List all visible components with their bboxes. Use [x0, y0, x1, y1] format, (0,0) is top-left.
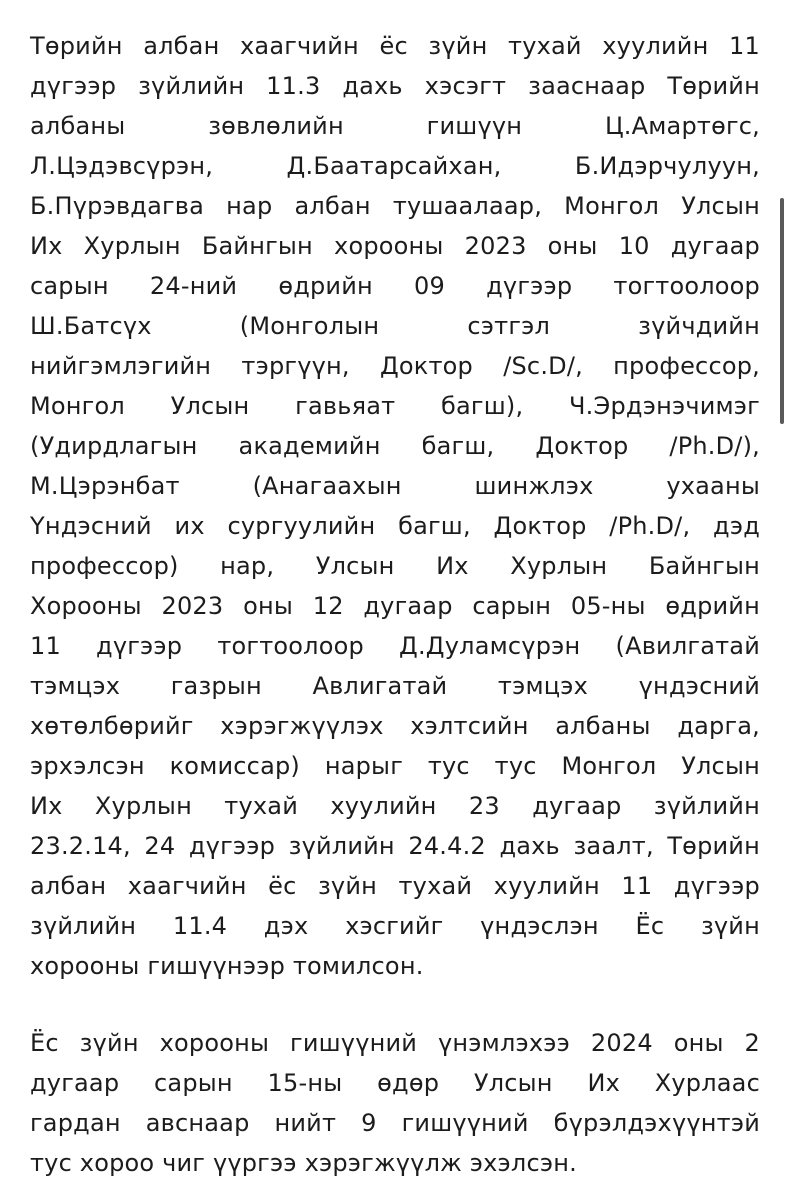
paragraph-line: хорооны гишүүнээр томилсон. [30, 952, 424, 980]
paragraph-line: 11 дүгээр тогтоолоор Д.Дуламсүрэн (Авилгатай [30, 632, 760, 660]
paragraph-line: Их Хурлын Байнгын хорооны 2023 оны 10 дугаар [30, 232, 760, 260]
paragraph-line: Л.Цэдэвсүрэн, Д.Баатарсайхан, Б.Идэрчулуун, [30, 152, 760, 180]
paragraph-line: 23.2.14, 24 дүгээр зүйлийн 24.4.2 дахь заалт, Төрийн [30, 832, 760, 860]
paragraph-line: эрхэлсэн комиссар) нарыг тус тус Монгол Улсын [30, 752, 760, 780]
paragraph-line: тус хороо чиг үүргээ хэрэгжүүлж эхэлсэн. [30, 1149, 577, 1177]
paragraph-line: (Удирдлагын академийн багш, Доктор /Ph.D/), [30, 432, 760, 460]
paragraph-line: Хорооны 2023 оны 12 дугаар сарын 05-ны өдрийн [30, 592, 760, 620]
scrollbar[interactable] [780, 198, 784, 424]
paragraph-line: Үндэсний их сургуулийн багш, Доктор /Ph.D/, дэд [30, 512, 760, 540]
paragraph-line: тэмцэх газрын Авлигатай тэмцэх үндэсний [30, 672, 760, 700]
paragraph-line: хөтөлбөрийг хэрэгжүүлэх хэлтсийн албаны дарга, [30, 712, 760, 740]
paragraph-line: Төрийн албан хаагчийн ёс зүйн тухай хуулийн 11 [30, 32, 760, 60]
paragraph-line: албан хаагчийн ёс зүйн тухай хуулийн 11 дүгээр [30, 872, 760, 900]
paragraph-line: дүгээр зүйлийн 11.3 дахь хэсэгт зааснаар Төрийн [30, 72, 760, 100]
paragraph-line: Монгол Улсын гавьяат багш), Ч.Эрдэнэчимэг [30, 392, 760, 420]
paragraph-line: сарын 24-ний өдрийн 09 дүгээр тогтоолоор [30, 272, 760, 300]
paragraph-line: нийгэмлэгийн тэргүүн, Доктор /Sc.D/, профессор, [30, 352, 760, 380]
paragraph-line: Их Хурлын тухай хуулийн 23 дугаар зүйлийн [30, 792, 760, 820]
paragraph-line: Ёс зүйн хорооны гишүүний үнэмлэхээ 2024 оны 2 [30, 1029, 760, 1057]
paragraph-line: М.Цэрэнбат (Анагаахын шинжлэх ухааны [30, 472, 760, 500]
paragraph-line: дугаар сарын 15-ны өдөр Улсын Их Хурлаас [30, 1069, 760, 1097]
paragraph-line: зүйлийн 11.4 дэх хэсгийг үндэслэн Ёс зүйн [30, 912, 760, 940]
paragraph-line: Б.Пүрэвдагва нар албан тушаалаар, Монгол Улсын [30, 192, 760, 220]
paragraph-line: Ш.Батсүх (Монголын сэтгэл зүйчдийн [30, 312, 760, 340]
paragraph-line: гардан авснаар нийт 9 гишүүний бүрэлдэхүүнтэй [30, 1109, 760, 1137]
paragraph-line: профессор) нар, Улсын Их Хурлын Байнгын [30, 552, 760, 580]
paragraph-line: албаны зөвлөлийн гишүүн Ц.Амартөгс, [30, 112, 760, 140]
